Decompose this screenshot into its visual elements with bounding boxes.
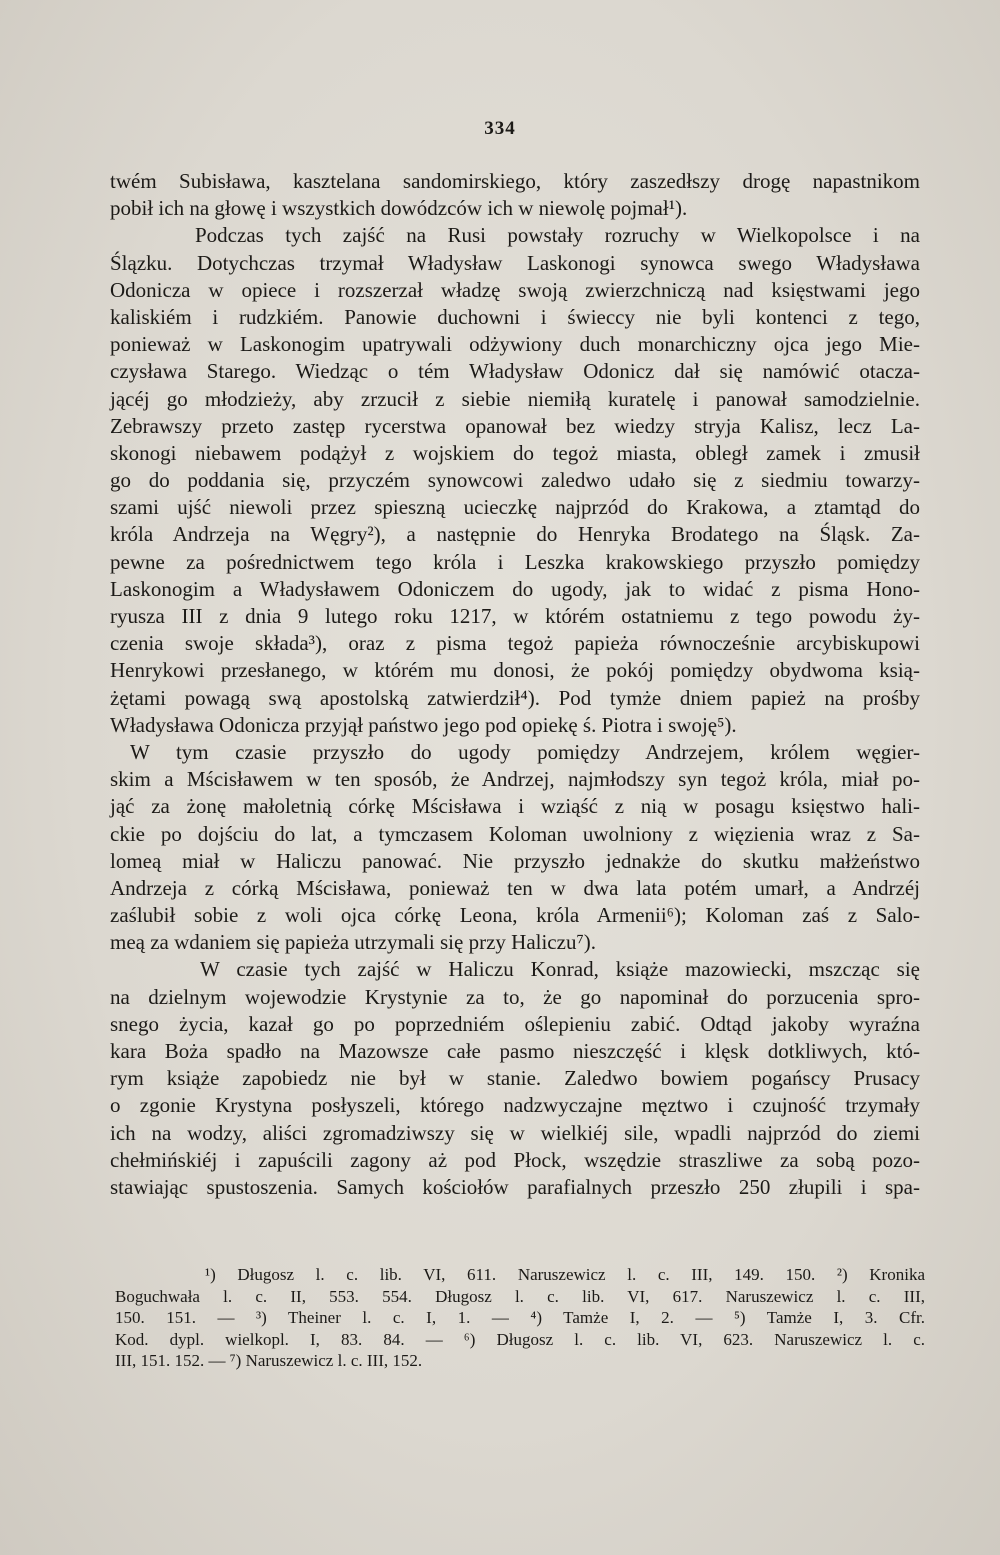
text-line: W czasie tych zajść w Haliczu Konrad, książe mazowiecki, mszcząc się bbox=[200, 957, 920, 982]
text-line: Zebrawszy przeto zastęp rycerstwa opanował bez wiedzy stryja Kalisz, lecz La- bbox=[110, 413, 920, 438]
text-line: lomeą miał w Haliczu panować. Nie przyszło jednakże do skutku małżeństwo bbox=[110, 848, 920, 873]
text-line: chełmińskiéj i zapuścili zagony aż pod Płock, wszędzie straszliwe za sobą pozo- bbox=[110, 1147, 920, 1172]
text-line: W tym czasie przyszło do ugody pomiędzy Andrzejem, królem węgier- bbox=[130, 739, 920, 764]
text-line: meą za wdaniem się papieża utrzymali się przy Haliczu⁷). bbox=[110, 930, 597, 955]
text-line: go do poddania się, przyczém synowcowi zaledwo udało się z siedmiu towarzy- bbox=[110, 468, 920, 493]
footnote-line: III, 151. 152. — ⁷) Naruszewicz l. c. III, 152. bbox=[115, 1351, 423, 1370]
text-line: pewne za pośrednictwem tego króla i Leszka krakowskiego przyszło pomiędzy bbox=[110, 549, 920, 574]
text-line: ponieważ w Laskonogim upatrywali odżywiony duch monarchiczny ojca jego Mie- bbox=[110, 332, 920, 357]
text-line: jąć za żonę małoletnią córkę Mścisława i wziąść z nią w posagu księstwo hali- bbox=[110, 794, 920, 819]
text-line: króla Andrzeja na Węgry²), a następnie do Henryka Brodatego na Śląsk. Za- bbox=[110, 522, 920, 547]
text-line: rym książe zapobiedz nie był w stanie. Zaledwo bowiem pogańscy Prusacy bbox=[110, 1066, 920, 1091]
footnote-line: Kod. dypl. wielkopl. I, 83. 84. — ⁶) Długosz l. c. lib. VI, 623. Naruszewicz l. c. bbox=[115, 1329, 925, 1349]
text-line: kara Boża spadło na Mazowsze całe pasmo nieszczęść i klęsk dotkliwych, któ- bbox=[110, 1039, 920, 1063]
text-line: czenia swoje składa³), oraz z pisma tegoż papieża równocześnie arcybiskupowi bbox=[110, 631, 920, 656]
text-line: ckie po dojściu do lat, a tymczasem Koloman uwolniony z więzienia wraz z Sa- bbox=[110, 821, 920, 846]
text-line: na dzielnym wojewodzie Krystynie za to, że go napominał do porzucenia spro- bbox=[110, 984, 920, 1009]
text-line: skim a Mścisławem w ten sposób, że Andrzej, najmłodszy syn tegoż króla, miał po- bbox=[110, 767, 920, 792]
text-line: jącéj go młodzieży, aby zrzucił z siebie niemiłą kuratelę i panował samodzielnie. bbox=[110, 386, 920, 411]
text-line: Odonicza w opiece i rozszerzał władzę swoją zwierzchniczą nad księstwami jego bbox=[110, 277, 920, 302]
footnotes bbox=[115, 1264, 925, 1372]
text-line: czysława Starego. Wiedząc o tém Władysław Odonicz dał się namówić otacza- bbox=[110, 359, 920, 384]
text-line: pobił ich na głowę i wszystkich dowódzców ich w niewolę pojmał¹). bbox=[110, 196, 688, 221]
text-line: ryusza III z dnia 9 lutego roku 1217, w którém ostatniemu z tego powodu ży- bbox=[110, 604, 920, 628]
text-line: szami ujść niewoli przez spieszną ucieczkę najprzód do Krakowa, a ztamtąd do bbox=[110, 495, 920, 520]
footnote-line: ¹) Długosz l. c. lib. VI, 611. Naruszewicz l. c. III, 149. 150. ²) Kronika bbox=[205, 1265, 925, 1284]
text-line: twém Subisława, kasztelana sandomirskiego, który zaszedłszy drogę napastnikom bbox=[110, 169, 920, 193]
text-line: snego życia, kazał go po poprzedniém oślepieniu zabić. Odtąd jakoby wyraźna bbox=[110, 1011, 920, 1036]
text-line: Władysława Odonicza przyjął państwo jego pod opiekę ś. Piotra i swoję⁵). bbox=[110, 712, 737, 737]
text-line: Ślązku. Dotychczas trzymał Władysław Laskonogi synowca swego Władysława bbox=[110, 250, 920, 275]
text-line: Henrykowi przesłanego, w którém mu donosi, że pokój pomiędzy obydwoma ksią- bbox=[110, 658, 920, 683]
text-line: stawiając spustoszenia. Samych kościołów parafialnych przeszło 250 złupili i spa- bbox=[110, 1174, 920, 1199]
text-line: zaślubił sobie z woli ojca córkę Leona, króla Armenii⁶); Koloman zaś z Salo- bbox=[110, 903, 920, 928]
text-line: skonogi niebawem podążył z wojskiem do tegoż miasta, obległ zamek i zmusił bbox=[110, 440, 920, 465]
text-line: ich na wodzy, aliści zgromadziwszy się w wielkiéj sile, wpadli najprzód do ziemi bbox=[110, 1120, 920, 1145]
text-line: Laskonogim a Władysławem Odoniczem do ugody, jak to widać z pisma Hono- bbox=[110, 576, 920, 601]
text-line: Andrzeja z córką Mścisława, ponieważ ten w dwa lata potém umarł, a Andrzéj bbox=[110, 875, 920, 900]
text-line: żętami powagą swą apostolską zatwierdził⁴). Pod tymże dniem papież na prośby bbox=[110, 685, 920, 710]
page-number: 334 bbox=[484, 118, 516, 139]
body-text bbox=[110, 168, 920, 1201]
footnote-line: Boguchwała l. c. II, 553. 554. Długosz l. c. lib. VI, 617. Naruszewicz l. c. III, bbox=[115, 1286, 925, 1306]
text-line: kaliskiém i rudzkiém. Panowie duchowni i świeccy nie byli kontenci z tego, bbox=[110, 304, 920, 329]
text-line: o zgonie Krystyna posłyszeli, którego nadzwyczajne męztwo i czujność trzymały bbox=[110, 1093, 920, 1118]
text-line: Podczas tych zajść na Rusi powstały rozruchy w Wielkopolsce i na bbox=[195, 223, 920, 248]
footnote-line: 150. 151. — ³) Theiner l. c. I, 1. — ⁴) Tamże I, 2. — ⁵) Tamże I, 3. Cfr. bbox=[115, 1308, 925, 1327]
